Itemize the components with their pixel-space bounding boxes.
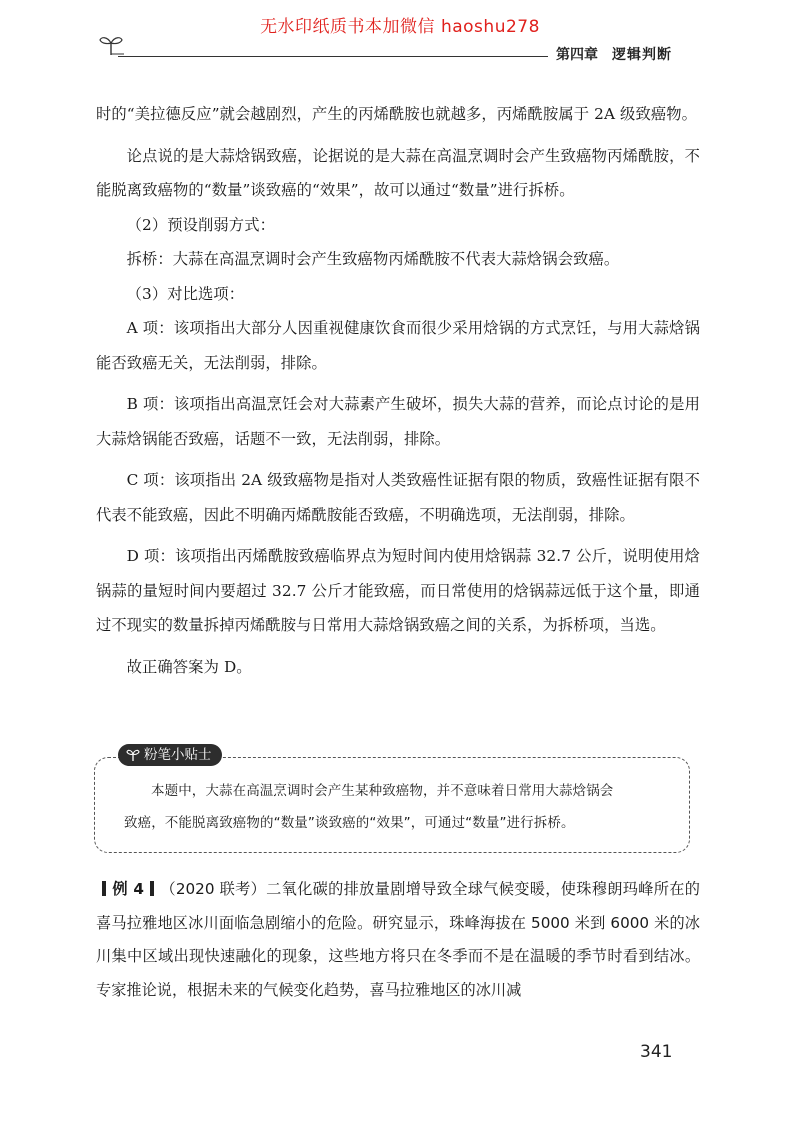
tip-line: 致癌，不能脱离致癌物的“数量”谈致癌的“效果”，可通过“数量”进行拆桥。 [124, 815, 575, 831]
option-b: B 项：该项指出高温烹饪会对大蒜素产生破坏，损失大蒜的营养，而论点讨论的是用大蒜焓锅能否致癌，话题不一致，无法削弱，排除。 [96, 395, 700, 448]
tip-label [118, 744, 222, 766]
sprout-icon [126, 748, 140, 762]
tip-line: 本题中，大蒜在高温烹调时会产生某种致癌物，并不意味着日常用大蒜焓锅会 [151, 783, 614, 799]
example-text: 二氧化碳的排放量剧增导致全球气候变暖，使珠穆朗玛峰所在的喜马拉雅地区冰川面临急剧缩小的危险。研究显示，珠峰海拔在 5000 米到 6000 米的冰川集中区域出现快速融化的现象，这些地方将只在冬季而不是在温暖的季节时看到结冰。专家推论说，根据未来的气候变化趋势，喜马拉雅地区的冰川减 [96, 880, 700, 999]
example-source: （2020 联考） [160, 880, 267, 898]
watermark-text: 无水印纸质书本加微信 haoshu278 [260, 17, 540, 37]
example-paragraph [96, 873, 700, 1007]
page-number: 341 [640, 1042, 673, 1062]
tip-text [124, 775, 672, 839]
tip-label-text: 粉笔小贴士 [144, 747, 212, 763]
answer: 故正确答案为 D。 [126, 657, 252, 676]
paragraph: （3）对比选项： [126, 284, 245, 303]
sprout-icon [98, 34, 124, 56]
example-4 [96, 873, 700, 1007]
header-rule [118, 56, 548, 57]
bar-marker [102, 881, 106, 896]
option-c: C 项：该项指出 2A 级致癌物是指对人类致癌性证据有限的物质，致癌性证据有限不代表不能致癌，因此不明确丙烯酰胺能否致癌，不明确选项，无法削弱，排除。 [96, 471, 700, 524]
option-d: D 项：该项指出丙烯酰胺致癌临界点为短时间内使用焓锅蒜 32.7 公斤，说明使用焓锅蒜的量短时间内要超过 32.7 公斤才能致癌，而日常使用的焓锅蒜远低于这个量，即通过不现实的数量拆掉丙烯酰胺与日常用大蒜焓锅致癌之间的关系，为拆桥项，当选。 [96, 547, 700, 634]
chapter-header [556, 44, 672, 64]
paragraph: 拆桥：大蒜在高温烹调时会产生致癌物丙烯酰胺不代表大蒜焓锅会致癌。 [126, 250, 620, 268]
option-a: A 项：该项指出大部分人因重视健康饮食而很少采用焓锅的方式烹饪，与用大蒜焓锅能否致癌无关，无法削弱，排除。 [96, 319, 700, 372]
paragraph: 时的“美拉德反应”就会越剧烈，产生的丙烯酰胺也就越多，丙烯酰胺属于 2A 级致癌物。 [96, 105, 698, 123]
chapter-number: 第四章 [556, 47, 598, 63]
paragraph: 论点说的是大蒜焓锅致癌，论据说的是大蒜在高温烹调时会产生致癌物丙烯酰胺，不能脱离致癌物的“数量”谈致癌的“效果”，故可以通过“数量”进行拆桥。 [96, 146, 700, 199]
bar-marker [150, 881, 154, 896]
example-tag: 例 4 [112, 880, 144, 898]
chapter-title: 逻辑判断 [612, 47, 672, 63]
paragraph: （2）预设削弱方式： [126, 215, 275, 234]
body-text [96, 97, 700, 684]
